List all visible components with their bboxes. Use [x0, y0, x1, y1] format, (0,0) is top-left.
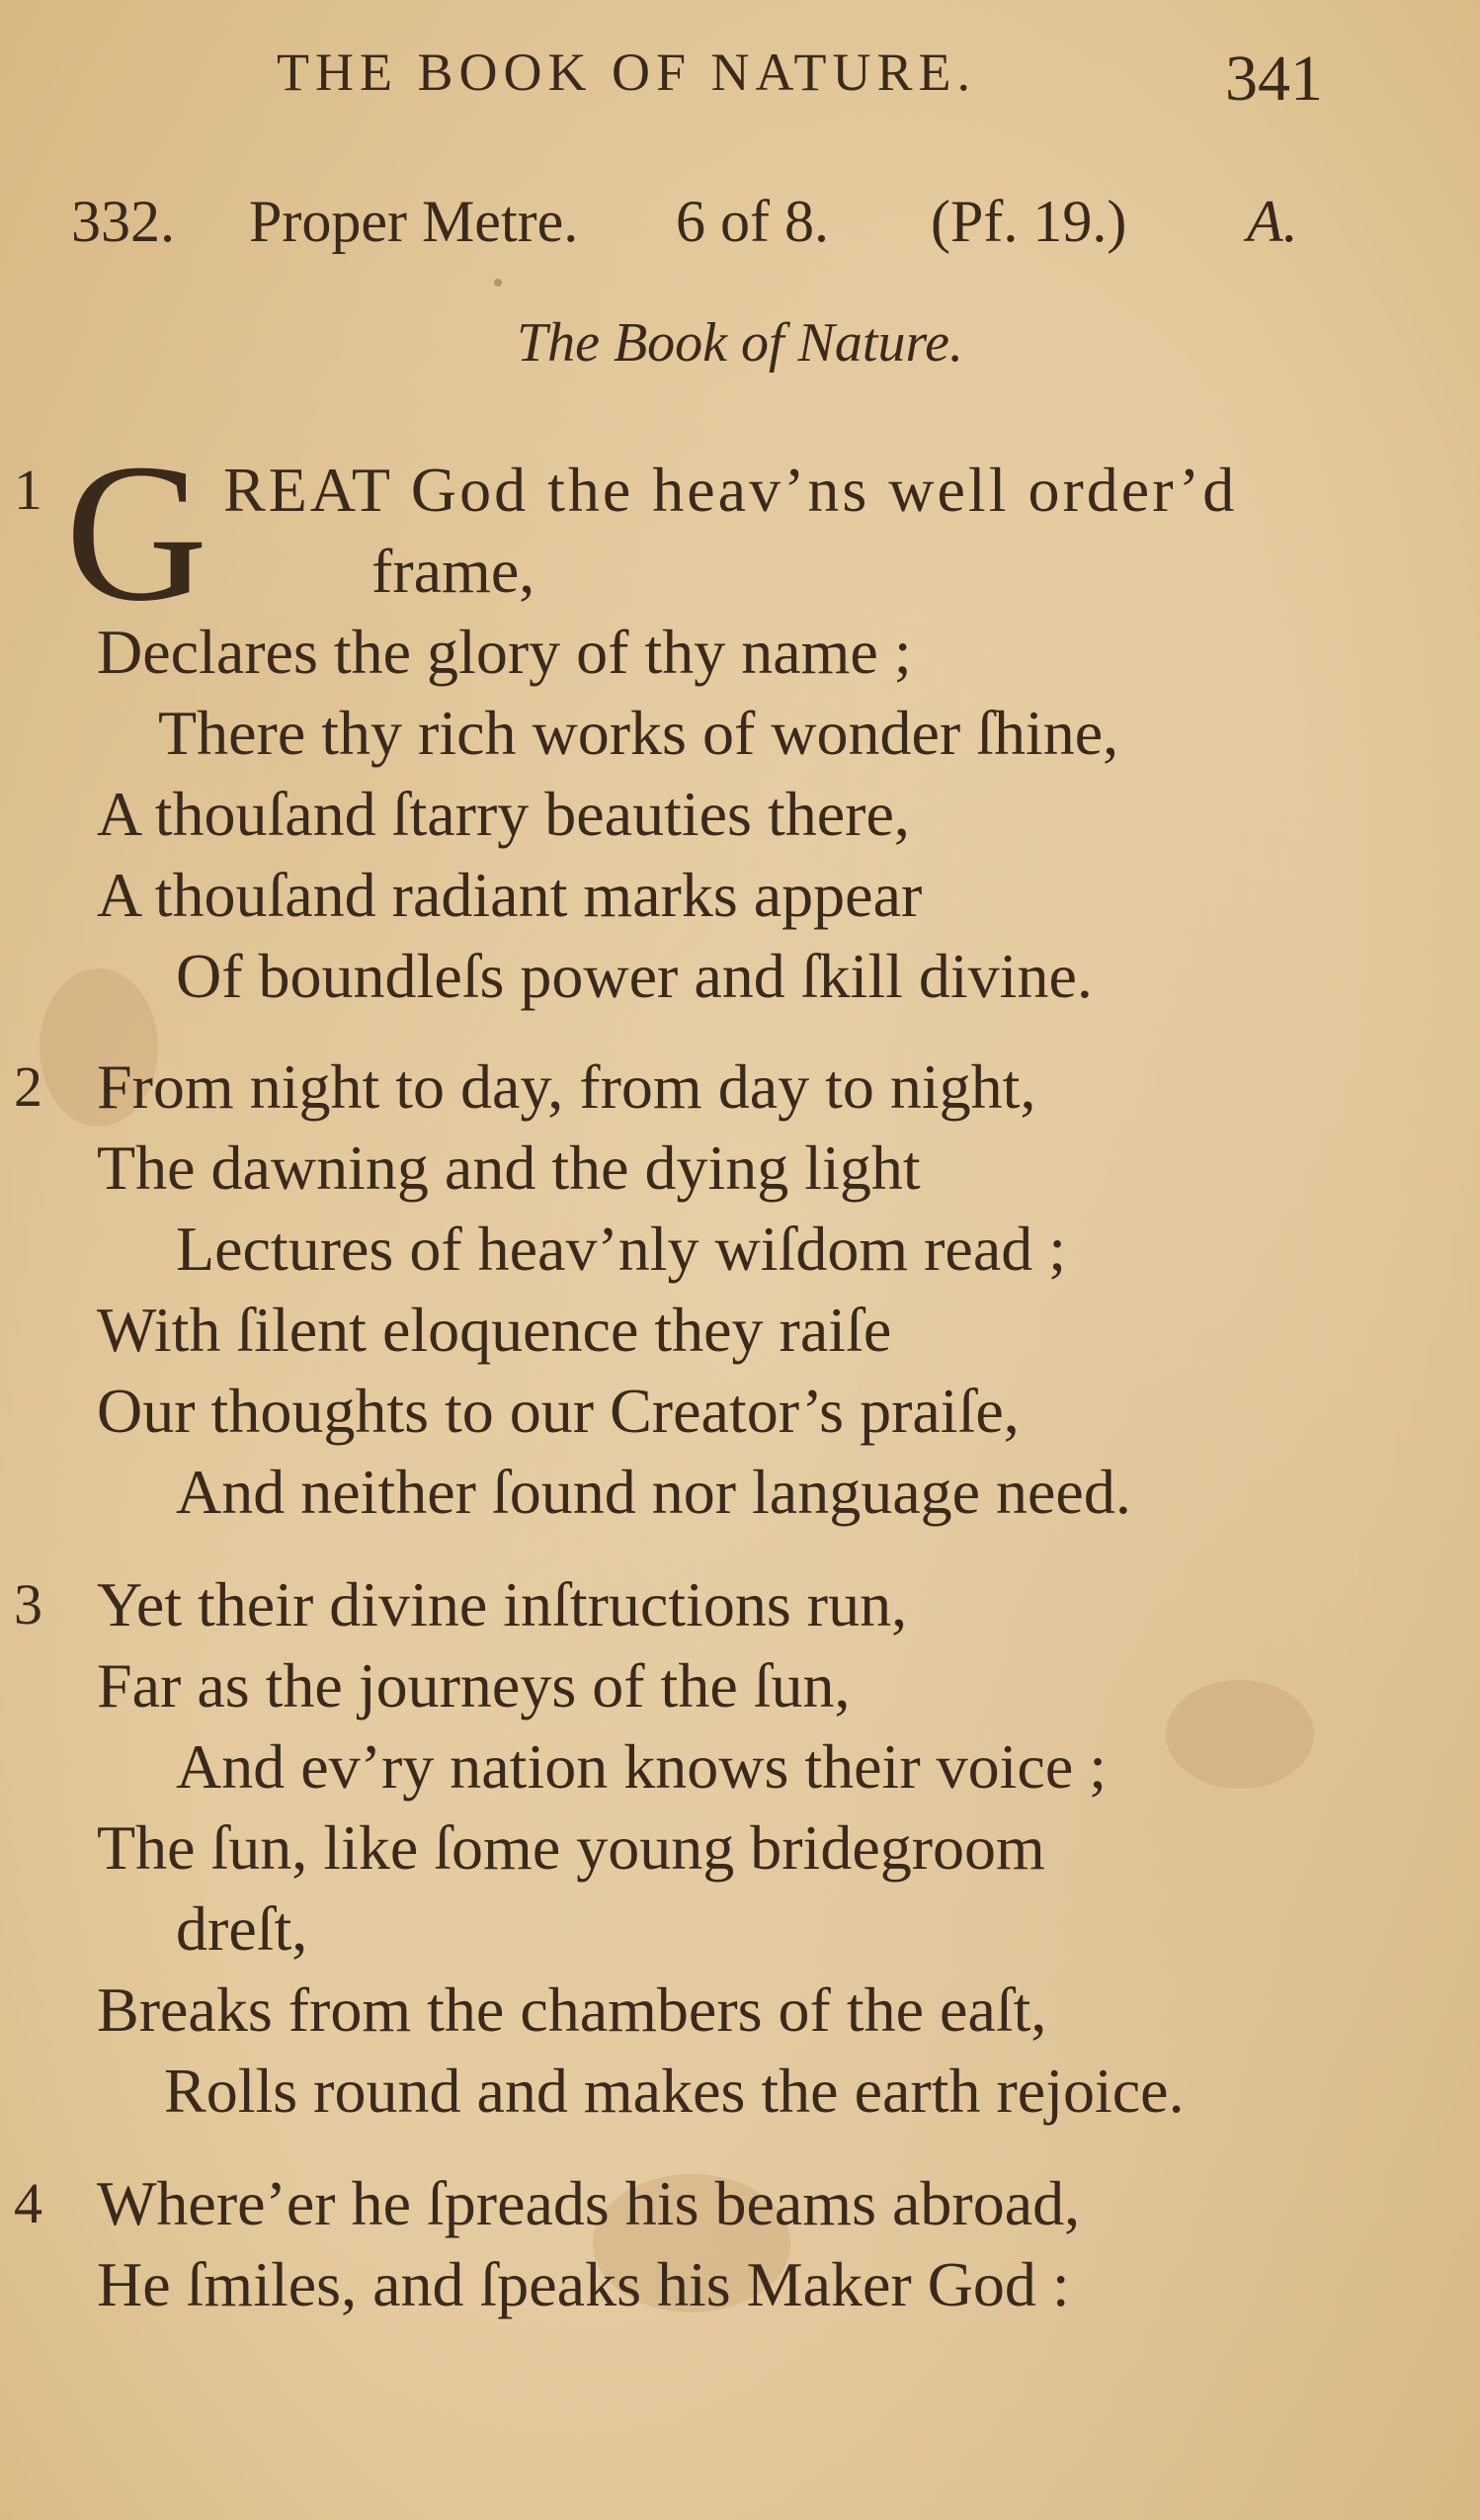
verse-line: The ſun, like ſome young bridegroom: [97, 1812, 1045, 1883]
verse-line: Declares the glory of thy name ;: [97, 617, 912, 687]
hymn-title: The Book of Nature.: [516, 312, 964, 374]
verse-line: Yet their divine inſtructions run,: [97, 1569, 908, 1639]
verse-line: There thy rich works of wonder ſhine,: [158, 698, 1119, 768]
hymn-number: 332.: [71, 189, 175, 254]
verse-line: dreſt,: [176, 1893, 308, 1964]
stanza-number: 4: [14, 2171, 42, 2235]
tune-letter: A.: [1247, 189, 1298, 254]
verse-line: Far as the journeys of the ſun,: [97, 1650, 851, 1721]
verse-line: And ev’ry nation knows their voice ;: [176, 1731, 1107, 1802]
metre-name: Proper Metre.: [249, 189, 579, 254]
verse-line: And neither ſound nor language need.: [176, 1457, 1131, 1527]
verse-line: Where’er he ſpreads his beams abroad,: [97, 2168, 1081, 2238]
psalm-reference: (Pf. 19.): [931, 189, 1127, 254]
page-number: 341: [1225, 42, 1323, 115]
verse-line: With ſilent eloquence they raiſe: [97, 1295, 892, 1365]
verse-line: Breaks from the chambers of the eaſt,: [97, 1974, 1047, 2045]
paper-stain: [1166, 1680, 1314, 1789]
verse-line: A thouſand ſtarry beauties there,: [97, 779, 910, 849]
ornament-dot: [494, 279, 502, 287]
metre-count: 6 of 8.: [676, 189, 829, 254]
verse-line: REAT God the heav’ns well order’d: [223, 455, 1238, 525]
verse-line: Of boundleſs power and ſkill divine.: [176, 941, 1093, 1011]
verse-line: Rolls round and makes the earth rejoice.: [164, 2056, 1185, 2126]
verse-line: Our thoughts to our Creator’s praiſe,: [97, 1376, 1020, 1446]
verse-line: He ſmiles, and ſpeaks his Maker God :: [97, 2249, 1070, 2319]
stanza-number: 1: [14, 458, 42, 522]
drop-cap: G: [65, 424, 208, 642]
running-title: THE BOOK OF NATURE.: [277, 42, 976, 102]
verse-line: The dawning and the dying light: [97, 1133, 921, 1203]
verse-line: From night to day, from day to night,: [97, 1051, 1036, 1122]
verse-line: A thouſand radiant marks appear: [97, 860, 923, 930]
verse-line: frame,: [371, 536, 535, 606]
verse-line: Lectures of heav’nly wiſdom read ;: [176, 1214, 1066, 1284]
stanza-number: 2: [14, 1054, 42, 1119]
stanza-number: 3: [14, 1572, 42, 1637]
